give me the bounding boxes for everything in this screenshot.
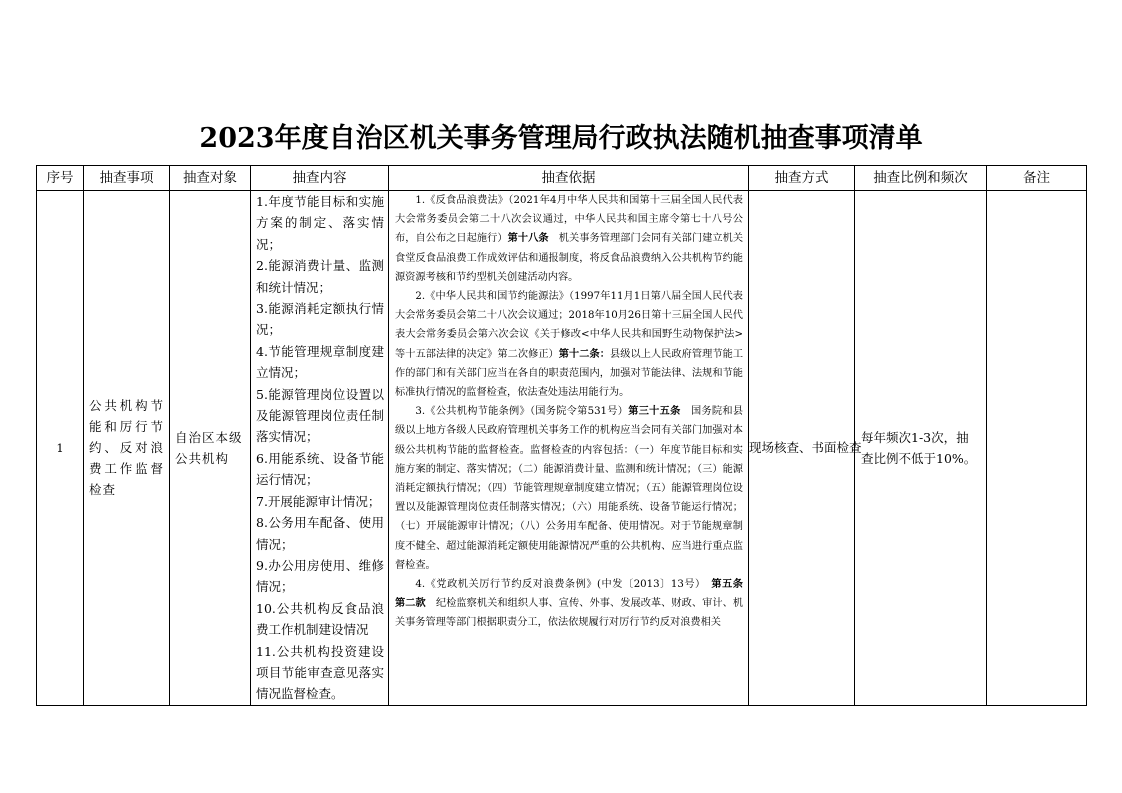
basis-paragraph: [395, 287, 743, 402]
basis-article: 第十八条: [507, 232, 549, 245]
basis-citation: 4.《党政机关厉行节约反对浪费条例》(中发〔2013〕13号）: [415, 579, 701, 591]
content-item: 1.年度节能目标和实施方案的制定、落实情况；: [256, 194, 384, 252]
basis-paragraph: [395, 191, 743, 287]
basis-clause: 机关事务管理部门会同有关部门建立机关食堂反食品浪费工作成效评估和通报制度，将反食品浪费纳入公共机构节约能源资源考核和节约型机关创建活动内容。: [395, 233, 744, 283]
cell-basis: [389, 191, 754, 706]
header-seq: 序号: [37, 166, 84, 191]
basis-article: 第十二条：: [558, 347, 610, 360]
basis-article: 第五条 第二款: [395, 578, 754, 610]
content-item: 10.公共机构反食品浪费工作机制建设情况: [256, 600, 384, 638]
content-item: 7.开展能源审计情况；: [256, 493, 381, 509]
content-item: 6.用能系统、设备节能运行情况；: [256, 450, 384, 488]
content-item: 9.办公用房使用、维修情况；: [256, 557, 384, 595]
table-row: [37, 191, 1087, 706]
basis-clause: 县级以上人民政府管理节能工作的部门和有关部门应当在各自的职责范围内，加强对节能法律、法规和节能标准执行情况的监督检查，依法查处违法用能行为。: [395, 348, 744, 399]
content-item: 8.公务用车配备、使用情况；: [256, 515, 384, 552]
header-method: 抽查方式: [749, 166, 855, 191]
cell-content: [251, 191, 389, 706]
cell-target: 自治区本级公共机构: [170, 191, 251, 706]
header-freq: 抽查比例和频次: [855, 166, 987, 191]
basis-clause: 纪检监察机关和组织人事、宣传、外事、发展改革、财政、审计、机关事务管理等部门根据职责分工，依法依规履行对厉行节约反对浪费相关: [395, 598, 744, 629]
header-item: 抽查事项: [84, 166, 170, 191]
cell-item: 公共机构节能和厉行节约、反对浪费工作监督检查: [84, 191, 170, 706]
inspection-table: [36, 165, 1087, 706]
basis-text: [395, 191, 754, 669]
basis-citation: 1.《反食品浪费法》（2021年4月中华人民共和国第十三届全国人民代表大会常务委员会第二十八次会议通过，中华人民共和国主席令第七十八号公布，自公布之日起施行）: [395, 195, 743, 245]
content-item: 2.能源消费计量、监测和统计情况；: [256, 258, 384, 295]
basis-citation: 2.《中华人民共和国节约能源法》（1997年11月1日第八届全国人民代表大会常务委员会第二十八次会议通过；2018年10月26日第十三届全国人民代表大会常务委员会第六次会议《关于修改<中华人民共和国野生动物保护法>等十五部法律的决定》第二次修正）: [395, 291, 743, 360]
cell-seq: 1: [37, 191, 84, 706]
cell-method: 现场核查、书面检查: [749, 191, 855, 706]
basis-paragraph: [395, 402, 743, 575]
header-target: 抽查对象: [170, 166, 251, 191]
page-title: 2023年度自治区机关事务管理局行政执法随机抽查事项清单: [199, 123, 923, 154]
content-item: 11.公共机构投资建设项目节能审查意见落实情况监督检查。: [256, 643, 384, 702]
content-item: 5.能源管理岗位设置以及能源管理岗位责任制落实情况；: [256, 386, 384, 445]
header-basis: 抽查依据: [389, 166, 749, 191]
basis-citation: 3.《公共机构节能条例》（国务院令第531号）: [415, 406, 629, 418]
cell-note: [987, 191, 1087, 706]
basis-article: 第三十五条: [628, 405, 681, 418]
table-header-row: [37, 166, 1087, 191]
content-item: 3.能源消耗定额执行情况；: [256, 301, 384, 338]
header-note: 备注: [987, 166, 1087, 191]
cell-freq: 每年频次1-3次，抽查比例不低于10%。: [855, 191, 987, 706]
content-item: 4.节能管理规章制度建立情况；: [256, 343, 384, 381]
basis-paragraph: [395, 575, 754, 633]
header-content: 抽查内容: [251, 166, 389, 191]
basis-clause: 国务院和县级以上地方各级人民政府管理机关事务工作的机构应当会同有关部门加强对本级公共机构节能的监督检查。监督检查的内容包括：（一）年度节能目标和实施方案的制定、落实情况；（二）能源消费计量、监测和统计情况；（三）能源消耗定额执行情况；（四）节能管理规章制度建立情况；（五）能源管理岗位设置以及能源管理岗位责任制落实情况；（六）用能系统、设备节能运行情况；（七）开展能源审计情况；（八）公务用车配备、使用情况。对于节能规章制度不健全、超过能源消耗定额使用能源情况严重的公共机构、应当进行重点监督检查。: [395, 406, 744, 571]
